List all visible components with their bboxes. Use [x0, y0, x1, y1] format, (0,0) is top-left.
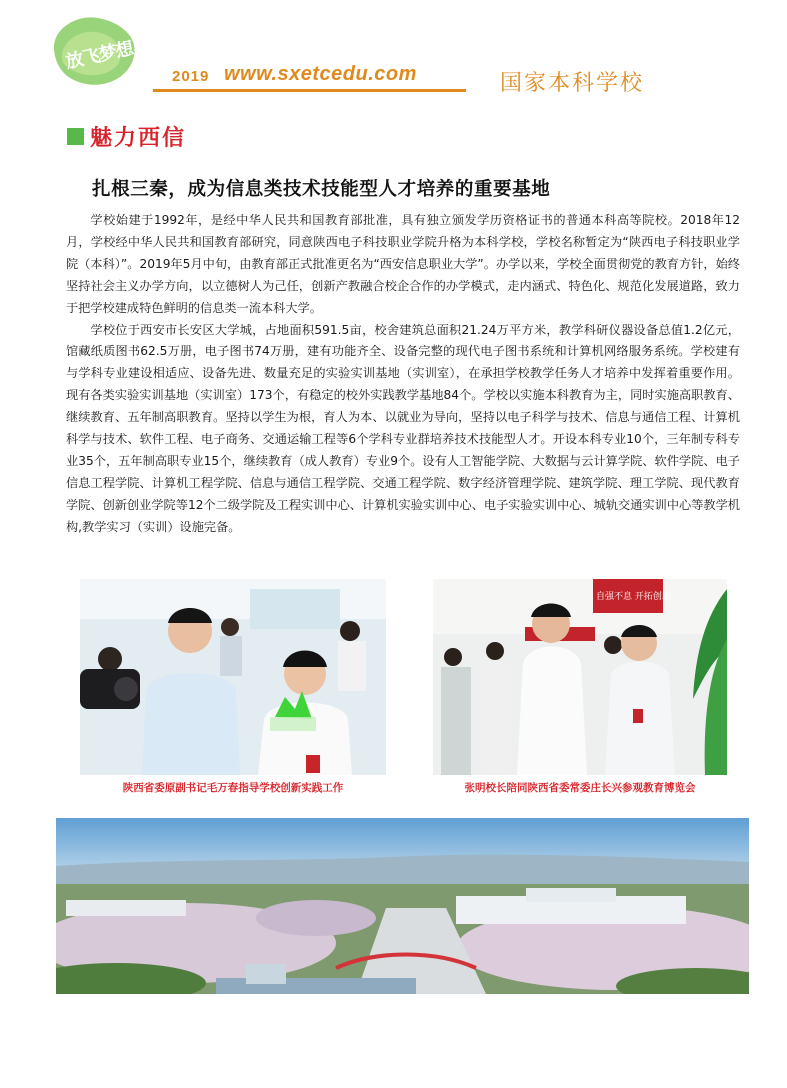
photo-caption: 陕西省委原副书记毛万春指导学校创新实践工作	[122, 782, 344, 794]
photo-caption: 张明校长陪同陕西省委常委庄长兴参观教育博览会	[464, 782, 696, 794]
header-year: 2019	[172, 68, 210, 85]
header-school-category: 国家本科学校	[500, 71, 645, 96]
article-paragraph: 学校始建于1992年，是经中华人民共和国教育部批准，具有独立颁发学历资格证书的普通本科高等院校。2018年12月，学校经中华人民共和国教育部研究，同意陕西电子科技职业学院升格为本科学校，学校名称暂定为“陕西电子科技职业学院（本科）”。2019年5月中旬，由教育部正式批准更名为“西安信息职业大学”。办学以来，学校全面贯彻党的教育方针，始终坚持社会主义办学方向，以立德树人为己任，创新产教融合校企合作的办学模式，走内涵式、特色化、规范化发展道路，致力于把学校建成特色鲜明的信息类一流本科大学。	[66, 213, 740, 315]
photo-education-expo	[433, 579, 727, 775]
article-subheading: 扎根三秦，成为信息类技术技能型人才培养的重要基地	[92, 179, 551, 200]
logo-text: 放飞梦想	[63, 38, 135, 73]
header-divider	[153, 89, 466, 92]
expo-sign-text: 自强不息 开拓创新	[596, 592, 671, 602]
header-url[interactable]: www.sxetcedu.com	[224, 63, 417, 85]
article-paragraph: 学校位于西安市长安区大学城，占地面积591.5亩，校舍建筑总面积21.24万平方米，教学科研仪器设备总值1.2亿元，馆藏纸质图书62.5万册，电子图书74万册，建有功能齐全、设备完整的现代电子图书系统和计算机网络服务系统。学校建有与学科专业建设相适应、设备先进、数量充足的实验实训基地（实训室），在承担学校教学任务人才培养中发挥着重要作用。现有各类实验实训基地（实训室）173个，有稳定的校外实践教学基地84个。学校以实施本科教育为主，同时实施高职教育、继续教育、五年制高职教育。坚持以学生为根，育人为本、以就业为导向，坚持以电子科学与技术、信息与通信工程、计算机科学与技术、软件工程、电子商务、交通运输工程等6个学科专业群培养技术技能型人才。开设本科专业10个，三年制专科专业35个，五年制高职专业15个，继续教育（成人教育）专业9个。设有人工智能学院、大数据与云计算学院、软件学院、电子信息工程学院、计算机工程学院、信息与通信工程学院、交通工程学院、数字经济管理学院、建筑学院、理工学院、现代教育学院、创新创业学院等12个二级学院及工程实训中心、计算机实验实训中心、电子实验实训中心、城轨交通实训中心等教学机构,教学实习（实训）设施完备。	[66, 322, 740, 534]
photo-innovation-guidance	[80, 579, 386, 775]
section-title: 魅力西信	[90, 126, 187, 151]
section-marker	[67, 128, 84, 145]
school-logo	[48, 10, 140, 90]
campus-aerial-photo	[56, 818, 749, 994]
article-body	[66, 210, 740, 539]
